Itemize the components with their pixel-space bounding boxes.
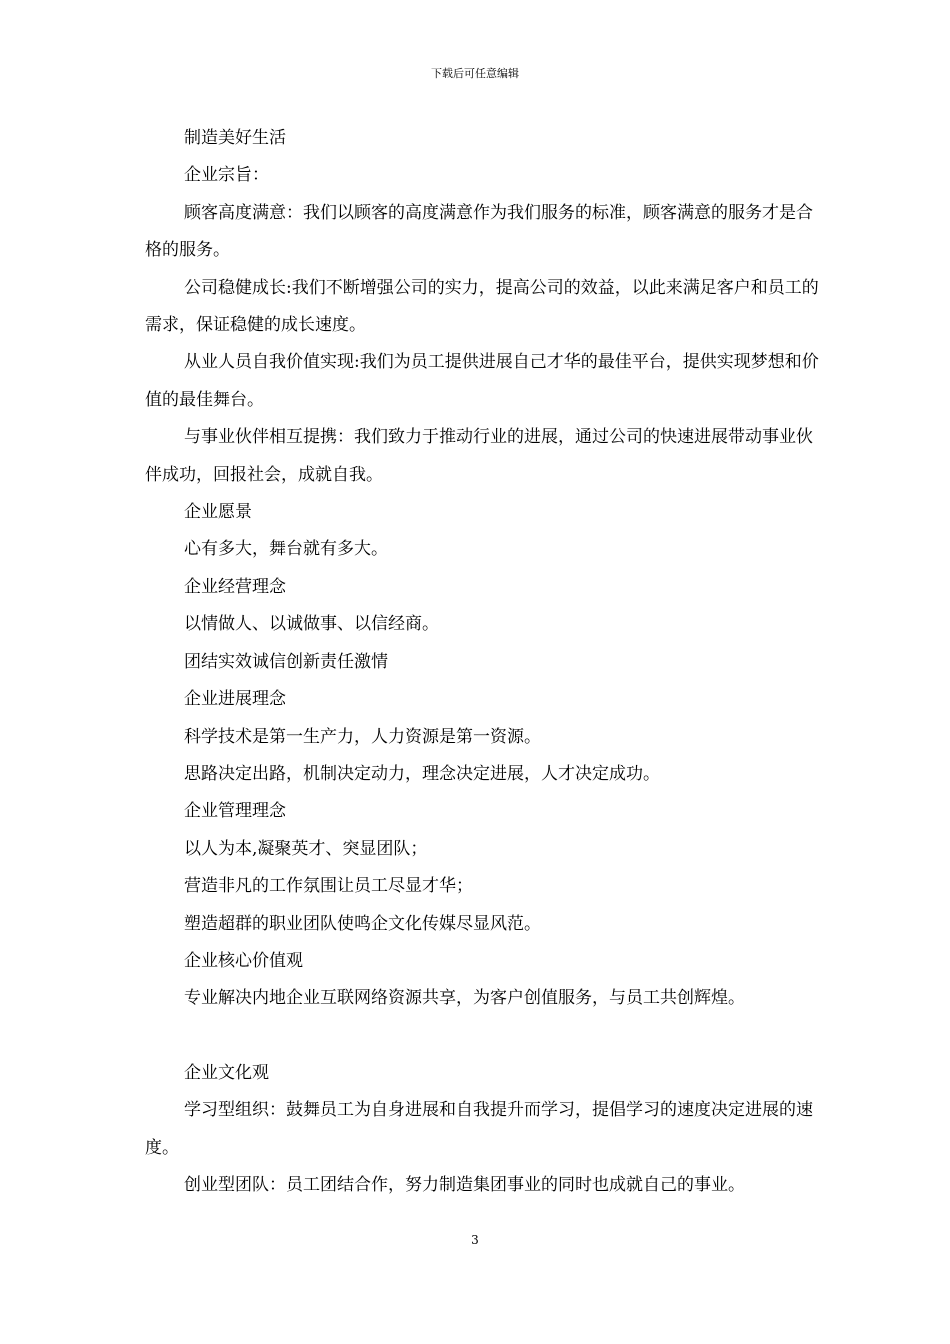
section-heading: 企业宗旨：: [184, 165, 269, 186]
paragraph: 以情做人、以诚做事、以信经商。: [184, 614, 439, 635]
section-heading: 企业进展理念: [184, 689, 286, 710]
paragraph: 团结实效诚信创新责任激情: [184, 651, 388, 672]
section-heading: 企业核心价值观: [184, 950, 303, 971]
page-number: 3: [471, 1233, 479, 1247]
document-body: [145, 120, 825, 1204]
section-heading: 企业管理理念: [184, 801, 286, 822]
section-heading: 企业文化观: [184, 1062, 269, 1083]
paragraph: 专业解决内地企业互联网络资源共享，为客户创值服务，与员工共创辉煌。: [184, 988, 745, 1009]
paragraph: 从业人员自我价值实现:我们为员工提供进展自己才华的最佳平台，提供实现梦想和价值的最佳舞台。: [145, 352, 819, 410]
paragraph: 塑造超群的职业团队使鸣企文化传媒尽显风范。: [184, 913, 541, 934]
paragraph: 营造非凡的工作氛围让员工尽显才华；: [184, 876, 473, 897]
paragraph: 顾客高度满意：我们以顾客的高度满意作为我们服务的标准，顾客满意的服务才是合格的服务。: [145, 202, 813, 261]
paragraph: 制造美好生活: [184, 128, 286, 148]
section-heading: 企业经营理念: [184, 576, 286, 597]
page-header: 下载后可任意编辑: [431, 67, 519, 80]
paragraph: 创业型团队：员工团结合作，努力制造集团事业的同时也成就自己的事业。: [184, 1174, 745, 1195]
paragraph: 以人为本,凝聚英才、突显团队；: [184, 838, 428, 859]
paragraph: 学习型组织：鼓舞员工为自身进展和自我提升而学习，提倡学习的速度决定进展的速度。: [145, 1100, 813, 1158]
paragraph: 与事业伙伴相互提携：我们致力于推动行业的进展，通过公司的快速进展带动事业伙伴成功，回报社会，成就自我。: [145, 427, 813, 485]
paragraph: 心有多大，舞台就有多大。: [184, 539, 388, 560]
paragraph: 思路决定出路，机制决定动力，理念决定进展，人才决定成功。: [184, 763, 660, 784]
paragraph: 科学技术是第一生产力，人力资源是第一资源。: [184, 726, 541, 747]
paragraph: 公司稳健成长:我们不断增强公司的实力，提高公司的效益，以此来满足客户和员工的需求，保证稳健的成长速度。: [145, 277, 819, 336]
section-heading: 企业愿景: [184, 502, 252, 523]
